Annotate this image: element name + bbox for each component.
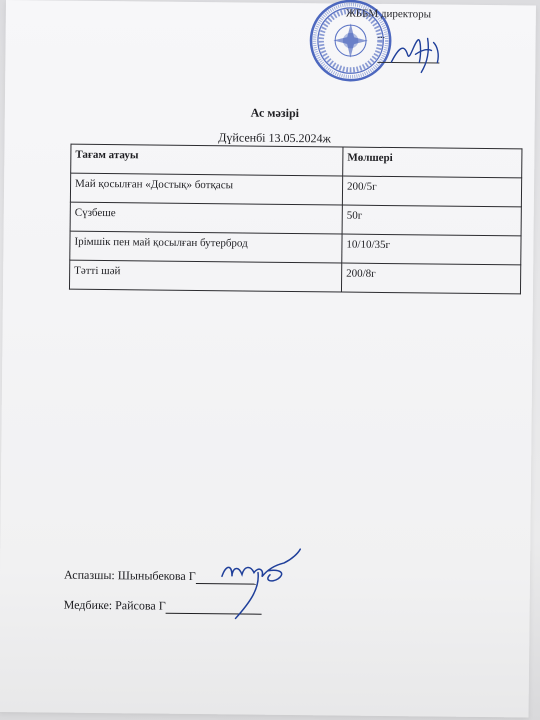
table-header-row [71,144,522,178]
menu-table [69,144,523,295]
director-title: ЖББМ директоры [345,7,432,21]
dish-amount: 200/8г [341,263,520,294]
menu-date: Дүйсенбі 13.05.2024ж [218,130,331,146]
dish-amount: 200/5г [342,176,521,207]
table-row [69,260,520,294]
column-header-dish: Тағам атауы [71,144,343,176]
dish-amount: 10/10/35г [342,234,521,265]
column-header-amount: Мөлшері [343,147,522,178]
table-row [70,231,521,265]
dish-name: Ірімшік пен май қосылған бутерброд [70,231,342,263]
dish-amount: 50г [342,205,521,236]
dish-name: Сүзбеше [70,202,342,234]
nurse-name: Медбике: Райсова Г [63,597,166,613]
menu-title: Ас мәзірі [250,105,300,121]
director-signature-icon [387,32,447,77]
cook-name: Аспазшы: Шыныбекова Г [63,567,196,584]
dish-name: Тәтті шәй [69,260,341,292]
table-row [70,173,521,207]
director-name: ... [377,29,386,41]
cook-signature-icon [213,542,310,623]
table-row [70,202,521,236]
dish-name: Май қосылған «Достық» ботқасы [70,173,342,205]
